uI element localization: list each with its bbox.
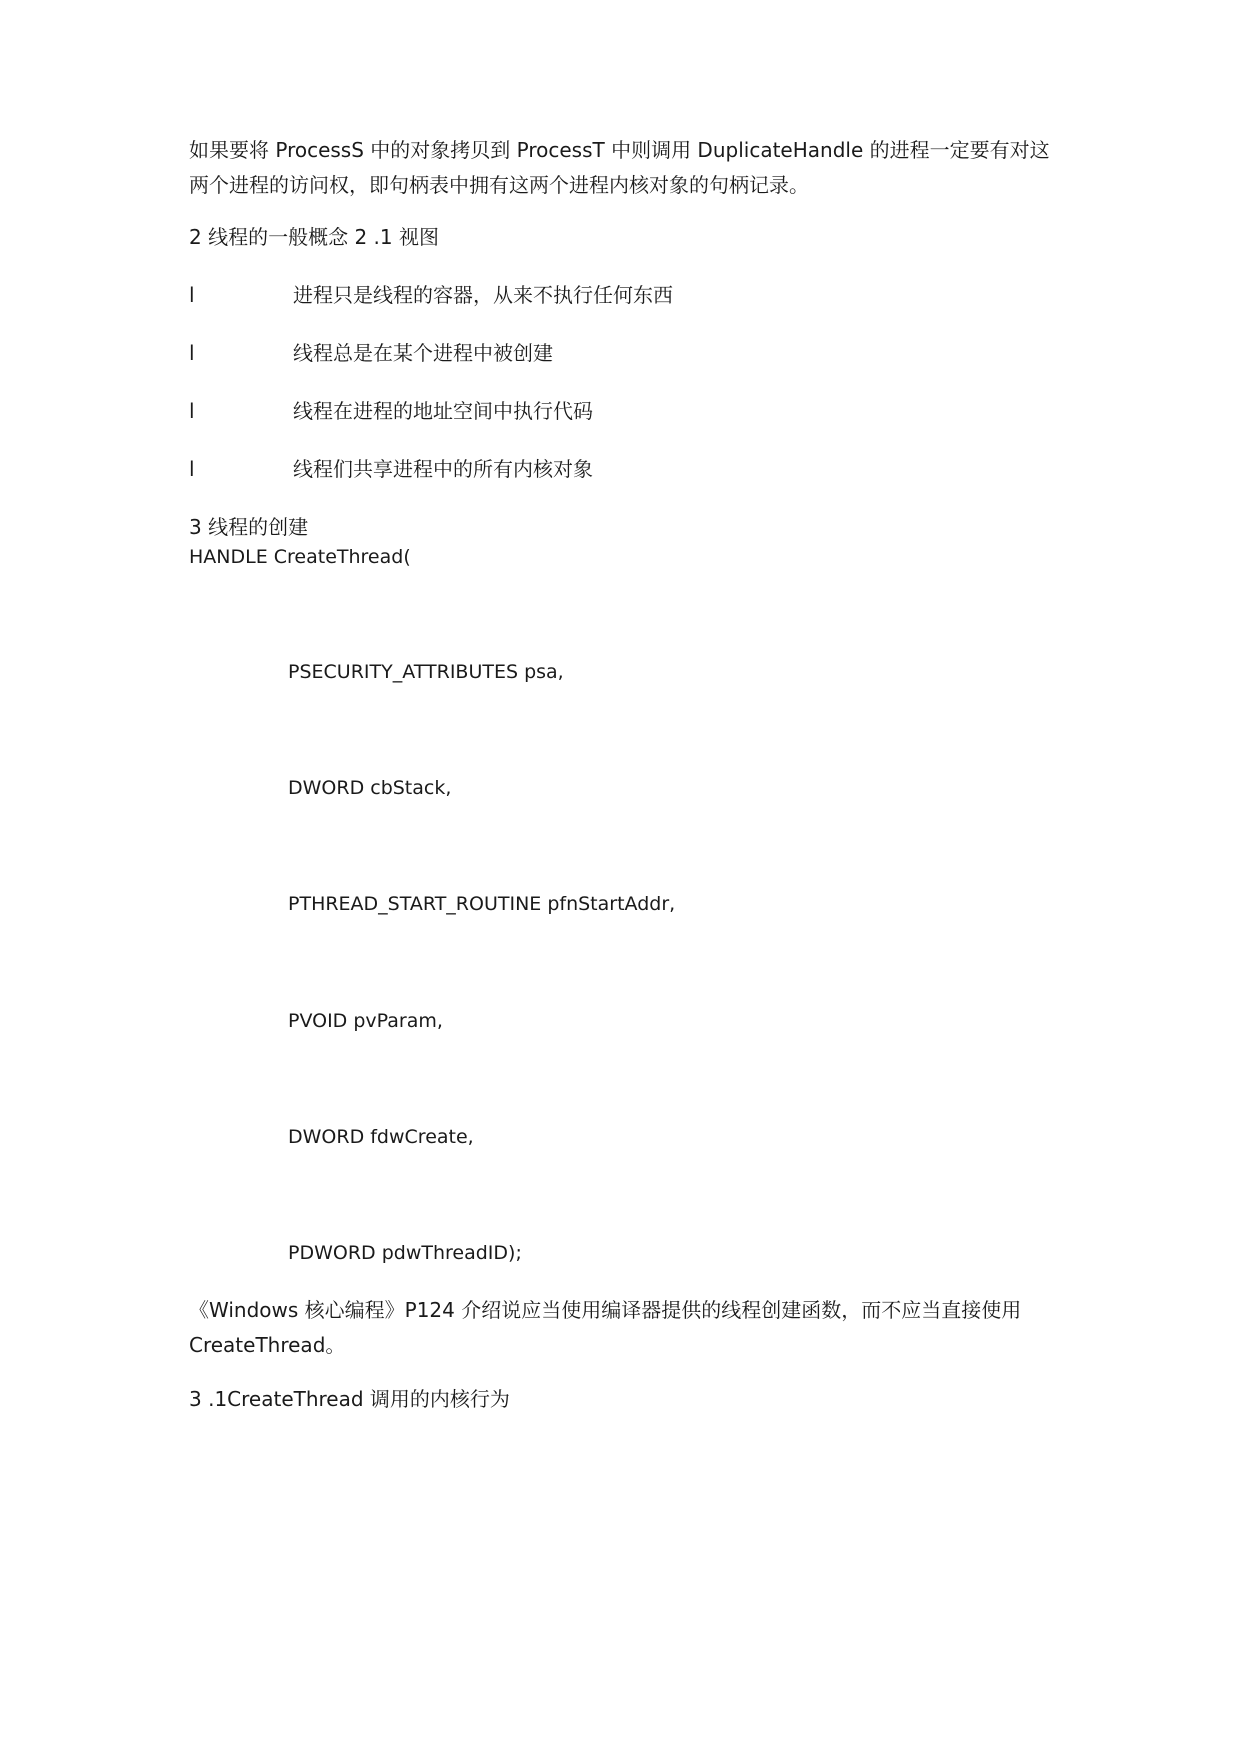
note-paragraph: 《Windows 核心编程》P124 介绍说应当使用编译器提供的线程创建函数，而不应当直接使用 CreateThread。 bbox=[189, 1298, 1022, 1357]
bullet-item: 进程只是线程的容器，从来不执行任何东西 bbox=[293, 283, 673, 307]
bullet-marker: l bbox=[189, 341, 195, 365]
section-heading-3: 3 线程的创建 bbox=[189, 515, 309, 539]
code-param: DWORD fdwCreate, bbox=[288, 1126, 474, 1148]
code-param: PTHREAD_START_ROUTINE pfnStartAddr, bbox=[288, 893, 676, 915]
bullet-marker: l bbox=[189, 457, 195, 481]
code-signature: HANDLE CreateThread( bbox=[189, 546, 411, 568]
section-heading-2: 2 线程的一般概念 2 .1 视图 bbox=[189, 225, 439, 249]
bullet-item: 线程总是在某个进程中被创建 bbox=[293, 341, 553, 365]
bullet-item: 线程们共享进程中的所有内核对象 bbox=[293, 457, 593, 481]
bullet-marker: l bbox=[189, 283, 195, 307]
code-param: DWORD cbStack, bbox=[288, 777, 452, 799]
bullet-item: 线程在进程的地址空间中执行代码 bbox=[293, 399, 593, 423]
code-param: PDWORD pdwThreadID); bbox=[288, 1242, 522, 1264]
intro-paragraph: 如果要将 ProcessS 中的对象拷贝到 ProcessT 中则调用 DuplicateHandle 的进程一定要有对这两个进程的访问权，即句柄表中拥有这两个进程内核对象的句柄记录。 bbox=[189, 138, 1050, 197]
code-param: PSECURITY_ATTRIBUTES psa, bbox=[288, 661, 564, 683]
bullet-marker: l bbox=[189, 399, 195, 423]
code-param: PVOID pvParam, bbox=[288, 1010, 443, 1032]
section-heading-3-1: 3 .1CreateThread 调用的内核行为 bbox=[189, 1387, 510, 1411]
